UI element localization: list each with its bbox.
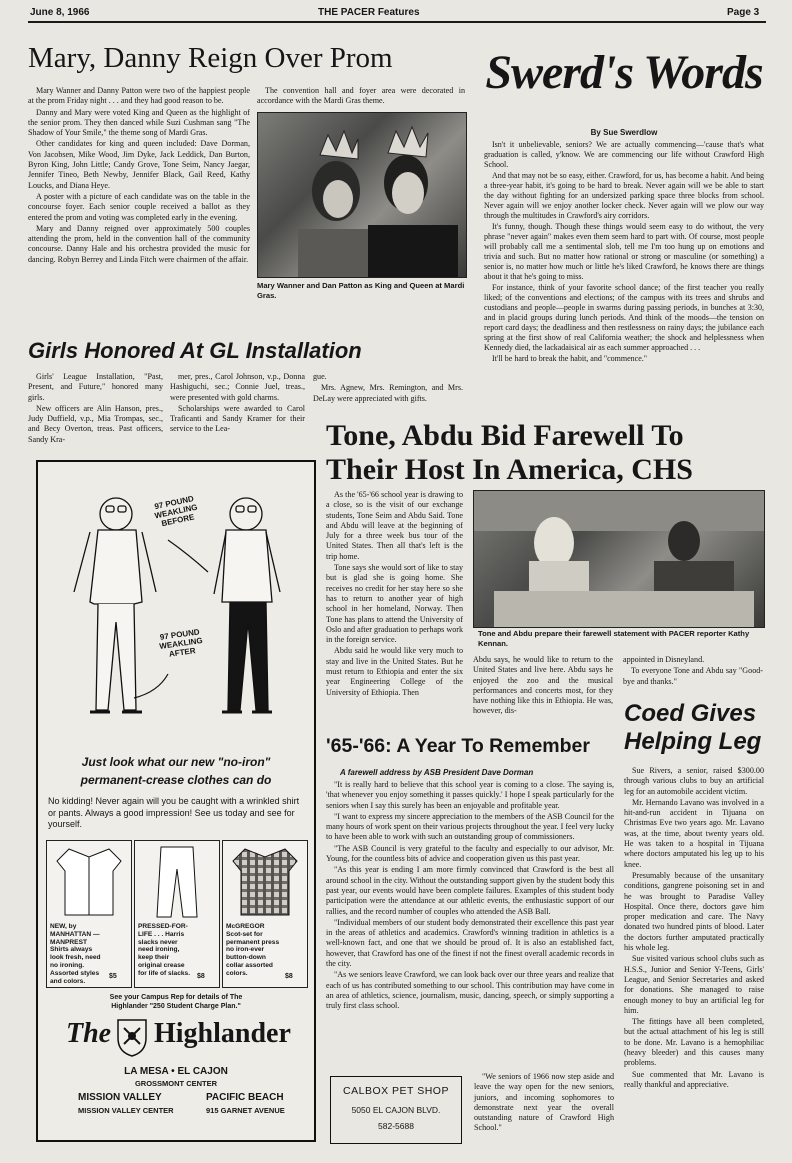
slacks-price: $8 <box>197 973 205 980</box>
farewell-paragraph: Tone says she would sort of like to stay but is glad she is going home. She receives no credit for her stay here so she has to return to another year of high school in her homeland, Norway. Then Tone has plans to attend the University of Oslo and after graduation to perhaps work in the foreign service. <box>326 563 463 645</box>
prom-paragraph: Danny and Mary were voted King and Queen as the highlight of the senior prom. They then danced while Suzi Cushman sang "The Shadow of Your Smile," the theme song of Mardi Gras. <box>28 107 250 138</box>
store-location-1: MISSION VALLEY <box>78 1092 162 1103</box>
page-number: Page 3 <box>727 7 760 18</box>
ad-body: No kidding! Never again will you be caught with a wrinkled shirt or pants. Always a good impression! See us today and see for yourself. <box>48 796 300 829</box>
farewell-paragraph: Abdu said he would like very much to stay and live in the United States. But he must return to Ethiopia and enter the six year Engineering College of the University of Ethiopia. Then <box>326 646 463 697</box>
shirt-icon <box>47 841 131 921</box>
gl-paragraph: gue. <box>313 372 327 381</box>
coed-paragraph: Mr. Hernando Lavano was involved in a hit-and-run accident in Tijuana on Christmas Eve two years ago. Mr. Lavano was, at the time, about twenty years old. He was taken to a hospital in Tijuana where doctors amputated his leg up to his knee. <box>624 797 764 869</box>
petshop-phone: 582-5688 <box>378 1121 414 1131</box>
farewell-photo <box>473 490 765 628</box>
gl-paragraph: Girls' League Installation, "Past, Present, and Future," honored many girls. <box>28 372 163 402</box>
swerd-byline: By Sue Swerdlow <box>590 128 658 137</box>
coed-paragraph: Sue commented that Mr. Lavano is really thankful and appreciative. <box>624 1069 764 1089</box>
farewell-column-2 <box>473 655 613 718</box>
swerd-paragraph: It's funny, though. Though these things would seem easy to do without, the very phrase "never again" makes even them seem hard to part with. Of course, most people will probably call me a sentimental slob, tell me I'm too hung up on emotions and trivia and such. But no matter how rational or strong or masculine (or something) a senior is, no matter how much or little he's liked Crawford, he knows there are things about it that he's going to miss. <box>484 222 764 281</box>
coed-column <box>624 766 764 1091</box>
petshop-name: CALBOX PET SHOP <box>343 1085 449 1097</box>
swerds-words-title: Swerd's Words <box>485 46 763 99</box>
coed-paragraph: Sue Rivers, a senior, raised $300.00 through various clubs to buy an artificial leg for an automobile accident victim. <box>624 766 764 796</box>
farewell-paragraph: appointed in Disneyland. <box>623 655 705 664</box>
year-paragraph: "Individual members of our student body demonstrated their excellence this past year in the areas of athletics and academics. Crawford's winning tradition in athletics is a well-known fact, and one that we should be proud of. It is also an established fact, however, that Crawford has one of the finest if not the finest overall academic records in the city. <box>326 917 614 969</box>
year-paragraph: "As this year is ending I am more firmly convinced that Crawford is the best all around school in the city. Without the outstanding support given by the student body this past year, our events would have been complete failures. Examples of this student body participation were the attendance at our athletic events, the enthusiastic support of our rallies, and the record number of couples who attended the ASB Ball. <box>326 865 614 916</box>
year-subhead: A farewell address by ASB President Dave Dorman <box>340 768 534 777</box>
after-label: 97 POUND WEAKLING AFTER <box>158 627 204 659</box>
header-rule <box>28 21 766 23</box>
prom-headline: Mary, Danny Reign Over Prom <box>28 42 393 74</box>
year-headline: '65-'66: A Year To Remember <box>326 735 590 757</box>
after-figure <box>214 498 280 712</box>
farewell-photo-figures <box>474 491 764 627</box>
year-paragraph: "The ASB Council is very grateful to the faculty and especially to our advisor, Mr. Young, for the countless bits of advice and cooperation given us this past year. <box>326 843 614 864</box>
farewell-column-3 <box>623 655 763 688</box>
before-label: 97 POUND WEAKLING BEFORE <box>153 494 199 529</box>
issue-date: June 8, 1966 <box>30 7 90 18</box>
gl-headline: Girls Honored At GL Installation <box>28 338 362 363</box>
prom-paragraph: A poster with a picture of each candidate was on the table in the concourse foyer. Each senior couple received a ballot as they entered the prom and voting was completed early in the evening. <box>28 191 250 222</box>
gl-paragraph: mer, pres., Carol Johnson, v.p., Donna Hashiguchi, sec.; Connie Juel, treas., were presented with gold charms. <box>170 372 305 402</box>
plaid-shirt-icon <box>223 841 307 921</box>
shirt-description: NEW, by MANHATTAN — MANPREST Shirts always look fresh, need no ironing. Assorted styles and colors. <box>50 923 101 985</box>
garment-row <box>46 840 306 988</box>
farewell-headline-1: Tone, Abdu Bid Farewell To <box>326 419 684 452</box>
farewell-column-1 <box>326 490 463 699</box>
gl-paragraph: New officers are Alin Hanson, pres., Judy Duffield, v.p., Mia Trompas, sec., and Becy Overton, treas. Past officers, Sandy Kra- <box>28 403 163 444</box>
slacks-description: PRESSED-FOR-LIFE . . . Harris slacks never need ironing, keep their original crease for life of slacks. <box>138 923 191 977</box>
garment-plaid-shirt <box>222 840 308 988</box>
farewell-paragraph: As the '65-'66 school year is drawing to a close, so is the visit of our exchange students, Tone Seim and Abdu Said. Tone and Abdu will leave at the beginning of July for a three week bus tour of the United States. Then all that's left is the trip home. <box>326 490 463 561</box>
farewell-caption: Tone and Abdu prepare their farewell statement with PACER reporter Kathy Kennan. <box>478 629 750 648</box>
plaid-shirt-description: McGREGOR Scot-set for permanent press no iron-ever button-down collar assorted colors. <box>226 923 280 977</box>
petshop-ad <box>330 1076 462 1144</box>
logo-highlander: Highlander <box>154 1018 291 1049</box>
coed-paragraph: Sue visited various school clubs such as H.S.S., Junior and Senior Y-Teens, Girls' League, and Senior Secretaries and asked for donations. She managed to raise enough money to buy an artificial leg for him. <box>624 954 764 1015</box>
gl-column-3 <box>313 372 463 405</box>
prom-paragraph: Mary and Danny reigned over approximately 500 couples attending the prom, held in the convention hall of the community concourse. Danny Hale and his orchestra provided the music for dancing. Robyn Berrey and Linda Fitch were chairmen of the affair. <box>28 223 250 264</box>
swerd-paragraph: For instance, think of your favorite school dance; of the first teacher you really liked; of the conventions and elections; of the campus with its trees and shrubs and custodians and people—people in swarms during passing periods, in bunches at 3:30, and in placid groups during lunch periods. And think of the moods—the tension on report card days; the deadliness and then restlessness on rainy days; the jubilance each spring at the first show of real California weather; the shock and helplessness when Kennedy died, the lackadaisical air as each summer approached . . . <box>484 283 764 352</box>
gl-column-2 <box>170 372 305 436</box>
swerd-paragraph: And that may not be so easy, either. Crawford, for us, has become a habit. And being a three-year habit, it's going to be hard to break. Never again will we be able to start the day without fighting for an undersized parking space three blocks from school. Never again will we enjoy another locker check. Never again will we plow our way through the multitudes in Crawford's airy corridors. <box>484 171 764 220</box>
petshop-address: 5050 EL CAJON BLVD. <box>351 1105 441 1115</box>
store-location-2-sub: 915 GARNET AVENUE <box>206 1106 285 1115</box>
store-city: LA MESA • EL CAJON <box>124 1066 228 1077</box>
year-paragraph: "We seniors of 1966 now step aside and leave the way open for the new seniors, juniors, and incoming sophomores to demonstrate next year the overall outstanding nature of Crawford High School." <box>474 1072 614 1133</box>
coed-headline-1: Coed Gives <box>624 700 757 727</box>
year-paragraph: "As we seniors leave Crawford, we can look back over our three years and realize that each of us has contributed something to our school. This contribution may have come in an area of athletics, science, journalism, music, dancing, speech, or simply supporting a truly first class school. <box>326 970 614 1011</box>
prom-photo-figures <box>258 113 466 277</box>
coed-headline-2: Helping Leg <box>624 728 762 755</box>
prom-paragraph: Mary Wanner and Danny Patton were two of the happiest people at the prom Friday night . . . and they had good reason to be. <box>28 86 250 106</box>
year-column <box>326 780 614 1013</box>
year-paragraph: "It is really hard to believe that this school year is coming to a close. The saying is, 'that whenever you enjoy something it passes quickly.' I hope I speak particularly for the seniors when I say this surely has been an enjoyable and profitable year. <box>326 780 614 810</box>
gl-paragraph: Mrs. Agnew, Mrs. Remington, and Mrs. DeLay were appreciated with gifts. <box>313 383 463 403</box>
garment-slacks <box>134 840 220 988</box>
farewell-headline-2: Their Host In America, CHS <box>326 453 693 486</box>
garment-shirt <box>46 840 132 988</box>
farewell-paragraph: To everyone Tone and Abdu say "Good-bye and thanks." <box>623 666 763 686</box>
prom-column-1 <box>28 86 250 266</box>
prom-paragraph: Other candidates for king and queen included: Dave Dorman, Von Jacobsen, Mike Wood, Jim Dyke, Jack Leddick, Dan Burton, Byron King, John Little; Candy Grove, Tone Seim, Nancy Jaegar, Jennifer Tineo, Beth Newby, Jennifer Black, Gail Reed, Kathy Loucks, and Diana Heye. <box>28 139 250 190</box>
store-location-1-sub: MISSION VALLEY CENTER <box>78 1106 174 1115</box>
plaid-shirt-price: $8 <box>285 973 293 980</box>
ad-headline-1: Just look what our new "no-iron" <box>81 755 271 769</box>
swerd-paragraph: It'll be hard to break the habit, and "commence." <box>492 354 648 363</box>
crest-icon <box>114 1014 150 1058</box>
year-paragraph: "I want to express my sincere appreciation to the members of the ASB Council for the many hours of work spent on their various projects throughout the year. I feel very lucky to have been able to work with such an outstanding group of commissioners. <box>326 811 614 842</box>
campus-rep-note: See your Campus Rep for details of The Highlander "250 Student Charge Plan." <box>109 994 243 1010</box>
shirt-price: $5 <box>109 973 117 980</box>
ad-headline-2: permanent-crease clothes can do <box>80 773 272 787</box>
store-center: GROSSMONT CENTER <box>134 1079 218 1088</box>
coed-paragraph: The fittings have all been completed, but the actual attachment of his leg is still to be done. Mr. Lavano is a hemophiliac (heavy bleeder) and this causes many problems. <box>624 1017 764 1068</box>
store-location-2: PACIFIC BEACH <box>206 1092 284 1103</box>
slacks-icon <box>135 841 219 921</box>
prom-photo <box>257 112 467 278</box>
paper-name: THE PACER Features <box>318 7 420 18</box>
gl-column-1 <box>28 372 163 446</box>
logo-the: The <box>66 1018 112 1049</box>
farewell-paragraph: Abdu says, he would like to return to the United States and live here. Abdu says he enjoyed the zoo and the musical performances and concerts most, for they have nothing like this in Ethiopia. He was, however, dis- <box>473 655 613 716</box>
prom-caption: Mary Wanner and Dan Patton as King and Queen at Mardi Gras. <box>257 281 465 300</box>
gl-paragraph: Scholarships were awarded to Carol Traficanti and Sandy Kramer for their service to the Lea- <box>170 403 305 434</box>
year-closing <box>474 1072 614 1135</box>
swerd-paragraph: Isn't it unbelievable, seniors? We are actually commencing—'cause that's what graduation is called, y'know. We are commencing our life without Crawford High School. <box>484 140 764 169</box>
swerd-column <box>484 140 764 365</box>
highlander-logo <box>58 1014 294 1060</box>
highlander-ad <box>36 460 316 1142</box>
prom-paragraph: The convention hall and foyer area were decorated in accordance with the Mardi Gras theme. <box>257 86 465 106</box>
coed-paragraph: Presumably because of the unsanitary conditions, gangrene poisoning set in and he was brought to Paradise Valley Hospital. Once there, doctors gave him proper medication and care. The Navy donated two hundred pints of blood. Later the doctors further amputated practically his whole leg. <box>624 870 764 953</box>
prom-column-2 <box>257 86 465 108</box>
